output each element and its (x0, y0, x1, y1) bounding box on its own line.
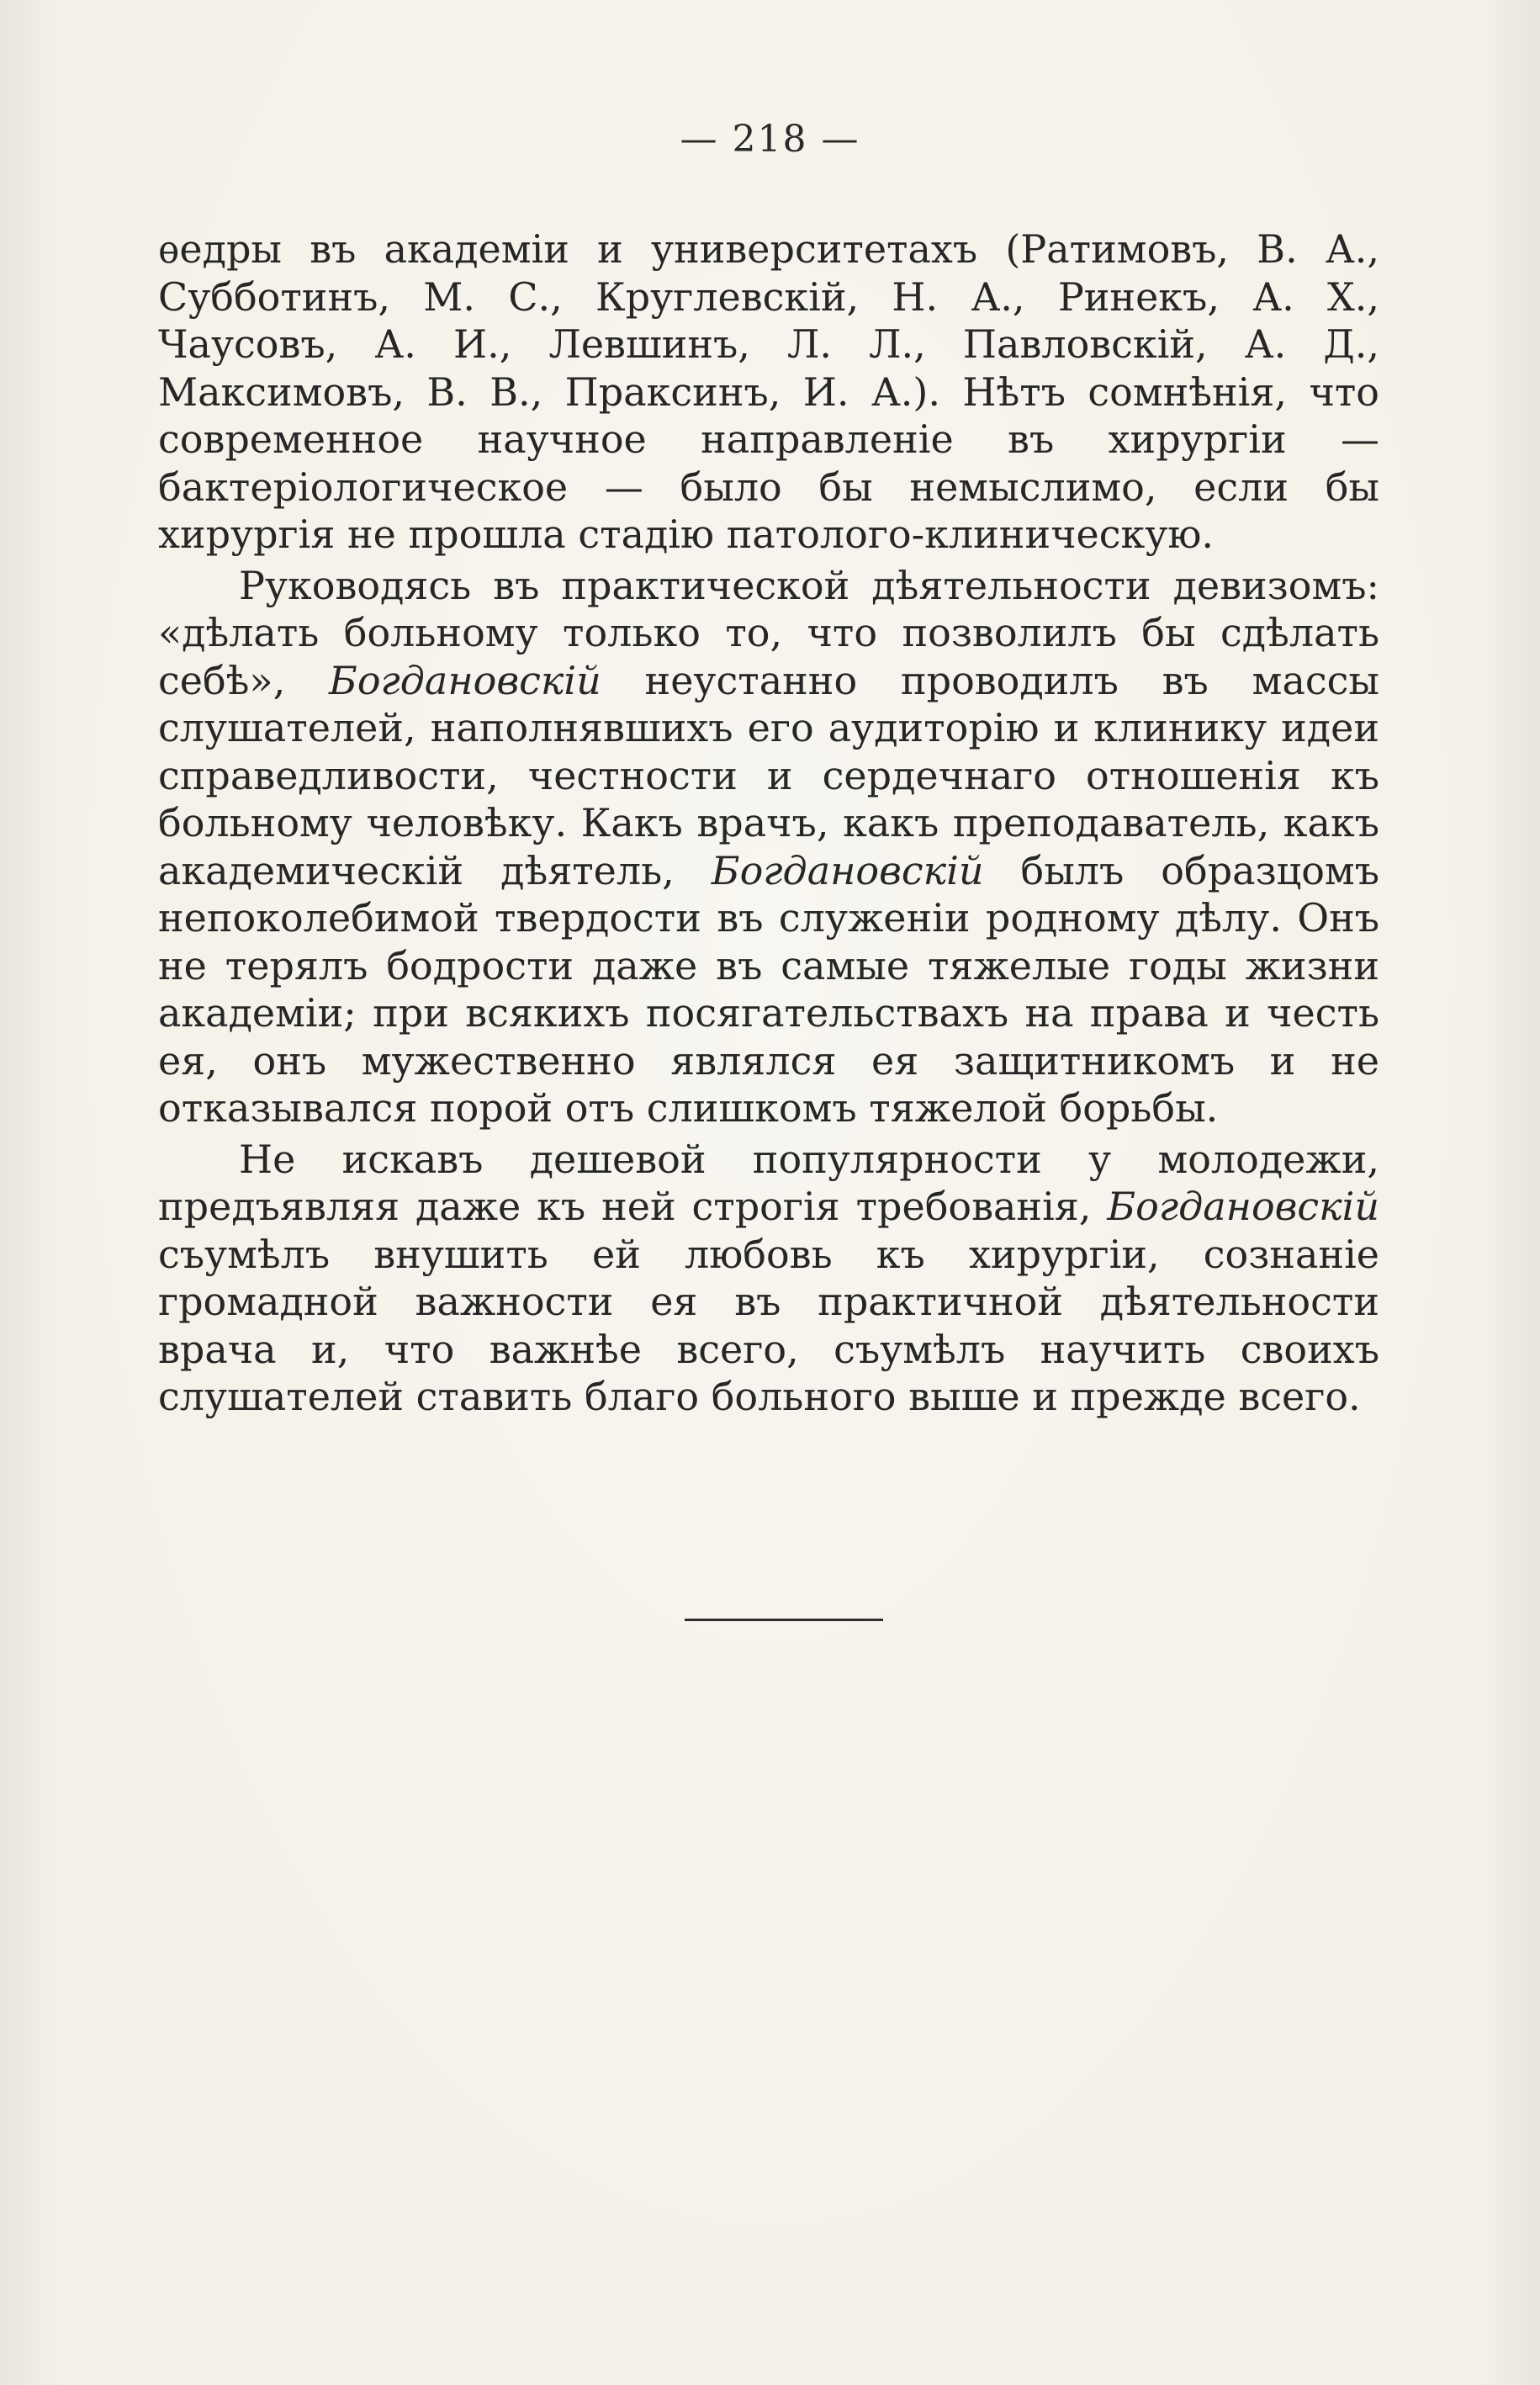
surname-bogdanovsky: Богдановскій (1107, 1184, 1379, 1229)
paragraph-3 (158, 1136, 1379, 1421)
paragraph-1 (158, 225, 1379, 559)
paragraph-2-text-c: былъ образцомъ непоколебимой твердости въ служеніи родному дѣлу. Онъ не терялъ бодрости даже въ самые тяжелые годы жизни академіи; при всякихъ посягательствахъ на права и честь ея, онъ мужественно являлся ея защитникомъ и не отказывался порой отъ слишкомъ тяжелой борьбы. (158, 847, 1379, 1131)
paragraph-3-text-a: Не искавъ дешевой популярности у молодежи, предъявляя даже къ ней строгія требованія, (158, 1136, 1379, 1229)
body-text (158, 225, 1379, 1421)
paragraph-2-text-a: Руководясь въ практической дѣятельности девизомъ: «дѣлать больному только то, что позволилъ бы сдѣлать себѣ», (158, 562, 1379, 703)
surname-bogdanovsky: Богдановскій (711, 847, 984, 893)
paragraph-2-text-b: неустанно проводилъ въ массы слушателей, наполнявшихъ его аудиторію и клинику идеи справедливости, честности и сердечнаго отношенія къ больному человѣку. Какъ врачъ, какъ преподаватель, какъ академическій дѣятель, (158, 657, 1380, 893)
page-number: — 218 — (680, 118, 860, 161)
end-rule-divider (685, 1619, 883, 1621)
paragraph-3-text-b: съумѣлъ внушить ей любовь къ хирургіи, сознаніе громадной важности ея въ практичной дѣятельности врача и, что важнѣе всего, съумѣлъ научить своихъ слушателей ставить благо больного выше и прежде всего. (158, 1231, 1379, 1419)
surname-bogdanovsky: Богдановскій (329, 657, 601, 703)
paragraph-1-text: ѳедры въ академіи и университетахъ (Ратимовъ, В. А., Субботинъ, М. С., Круглевскій, Н. А., Ринекъ, А. Х., Чаусовъ, А. И., Левшинъ, Л. Л., Павловскій, А. Д., Максимовъ, В. В., Праксинъ, И. А.). Нѣтъ сомнѣнія, что современное научное направленіе въ хирургіи — бактеріологическое — было бы немыслимо, если бы хирургія не прошла стадію патолого-клиническую. (158, 226, 1379, 557)
paragraph-2 (158, 562, 1379, 1132)
